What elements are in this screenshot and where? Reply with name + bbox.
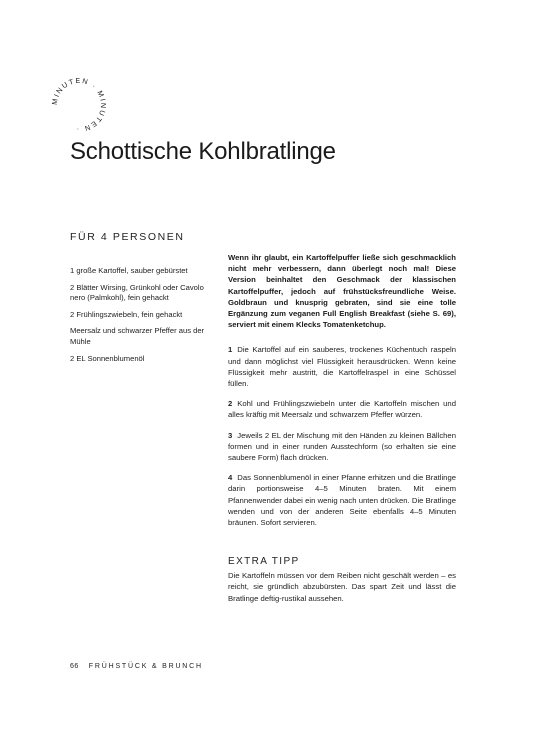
ingredient-item: Meersalz und schwarzer Pfeffer aus der Mühle — [70, 326, 205, 346]
ingredient-item: 2 EL Sonnenblumenöl — [70, 353, 145, 363]
section-name: FRÜHSTÜCK & BRUNCH — [88, 663, 203, 670]
step-text: Jeweils 2 EL der Mischung mit den Händen zu kleinen Bällchen formen und in einer runden Ausstechform (so erhalten sie eine saubere Form) flach drücken. — [228, 430, 456, 463]
page-footer — [70, 663, 203, 670]
ingredient-item: 2 Frühlingszwiebeln, fein gehackt — [70, 309, 183, 319]
minutes-badge-icon — [44, 70, 114, 140]
method-step — [228, 430, 456, 464]
ingredient-item: 2 Blätter Wirsing, Grünkohl oder Cavolo nero (Palmkohl), fein gehackt — [70, 282, 204, 303]
svg-text:MINUTEN · MINUTEN · — [50, 76, 108, 134]
ingredient-list — [70, 266, 206, 370]
step-text: Kohl und Frühlingszwiebeln unter die Kartoffeln mischen und alles kräftig mit Meersalz und schwarzem Pfeffer würzen. — [228, 399, 456, 420]
servings-heading: FÜR 4 PERSONEN — [70, 231, 185, 243]
method-column — [228, 252, 456, 604]
method-step — [228, 398, 456, 420]
extra-tip-text: Die Kartoffeln müssen vor dem Reiben nicht geschält werden – es reicht, sie gründlich abzubürsten. Das spart Zeit und lässt die Bratlinge deftig-rustikal aussehen. — [228, 571, 456, 603]
extra-tip-heading: EXTRA TIPP — [228, 556, 300, 568]
badge-ring-text: MINUTEN · MINUTEN · — [49, 75, 109, 135]
step-number: 1 — [228, 345, 233, 355]
step-number: 3 — [228, 430, 233, 440]
step-number: 2 — [228, 399, 233, 409]
recipe-title: Schottische Kohlbratlinge — [70, 138, 336, 165]
step-text: Die Kartoffel auf ein sauberes, trockenes Küchentuch raspeln und dann möglichst viel Flüssigkeit herausdrücken. Wenn keine Flüssigkeit mehr austritt, die Kartoffelraspel in eine Schüssel füllen. — [228, 345, 456, 389]
step-number: 4 — [228, 473, 233, 483]
recipe-intro: Wenn ihr glaubt, ein Kartoffelpuffer ließe sich geschmacklich nicht mehr verbessern, dann überlegt noch mal! Diese Version beinhaltet den Geschmack der klassischen Kartoffelpuffer, jedoch auf frühstücksfreundliche Weise. Goldbraun und knusprig gebraten, sind sie eine tolle Ergänzung zum veganen Full English Breakfast (siehe S. 69), serviert mit einem Klecks Tomatenketchup. — [228, 253, 456, 330]
method-step — [228, 472, 456, 528]
ingredient-item: 1 große Kartoffel, sauber gebürstet — [70, 266, 188, 275]
page-number: 66 — [70, 663, 79, 670]
method-step — [228, 344, 456, 389]
step-text: Das Sonnenblumenöl in einer Pfanne erhitzen und die Bratlinge darin portionsweise 4–5 Minuten braten. Mit einem Pfannenwender dabei ein wenig nach unten drücken. Die Bratlinge wenden und von der anderen Seite ebenfalls 4–5 Minuten bräunen. Sofort servieren. — [228, 473, 456, 528]
